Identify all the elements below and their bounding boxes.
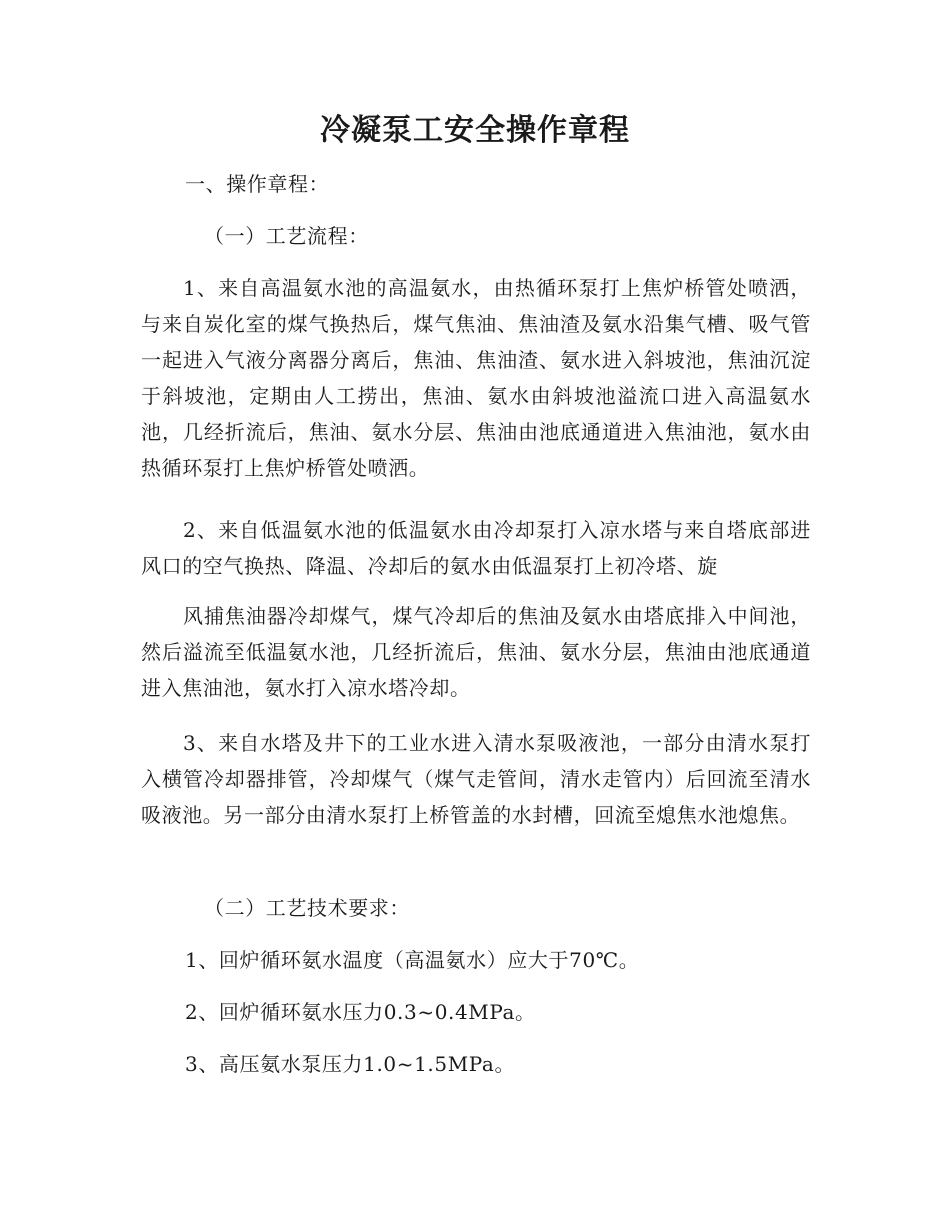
process-paragraph-3: 3、来自水塔及井下的工业水进入清水泵吸液池，一部分由清水泵打入横管冷却器排管，冷却煤气（煤气走管间，清水走管内）后回流至清水吸液池。另一部分由清水泵打上桥管盖的水封槽，回流至熄焦水池熄焦。: [141, 731, 811, 827]
subsection-heading: （二）工艺技术要求：: [204, 896, 410, 920]
subsection-heading: （一）工艺流程：: [204, 224, 369, 248]
process-paragraph-2: 2、来自低温氨水池的低温氨水由冷却泵打入凉水塔与来自塔底部进风口的空气换热、降温、冷却后的氨水由低温泵打上初冷塔、旋: [141, 518, 811, 578]
process-paragraph-2-continued: 风捕焦油器冷却煤气，煤气冷却后的焦油及氨水由塔底排入中间池，然后溢流至低温氨水池，几经折流后，焦油、氨水分层，焦油由池底通道进入焦油池，氨水打入凉水塔冷却。: [141, 604, 811, 700]
section-heading: 一、操作章程：: [185, 172, 330, 196]
requirement-item: 1、回炉循环氨水温度（高温氨水）应大于70℃。: [185, 948, 640, 972]
requirement-item: 2、回炉循环氨水压力0.3~0.4MPa。: [185, 1000, 536, 1024]
process-paragraph-1: 1、来自高温氨水池的高温氨水，由热循环泵打上焦炉桥管处喷洒，与来自炭化室的煤气换热后，煤气焦油、焦油渣及氨水沿集气槽、吸气管一起进入气液分离器分离后，焦油、焦油渣、氨水进入斜坡池，焦油沉淀于斜坡池，定期由人工捞出，焦油、氨水由斜坡池溢流口进入高温氨水池，几经折流后，焦油、氨水分层、焦油由池底通道进入焦油池，氨水由热循环泵打上焦炉桥管处喷洒。: [141, 276, 811, 480]
document-title: 冷凝泵工安全操作章程: [320, 113, 630, 148]
requirement-item: 3、高压氨水泵压力1.0~1.5MPa。: [185, 1052, 516, 1076]
